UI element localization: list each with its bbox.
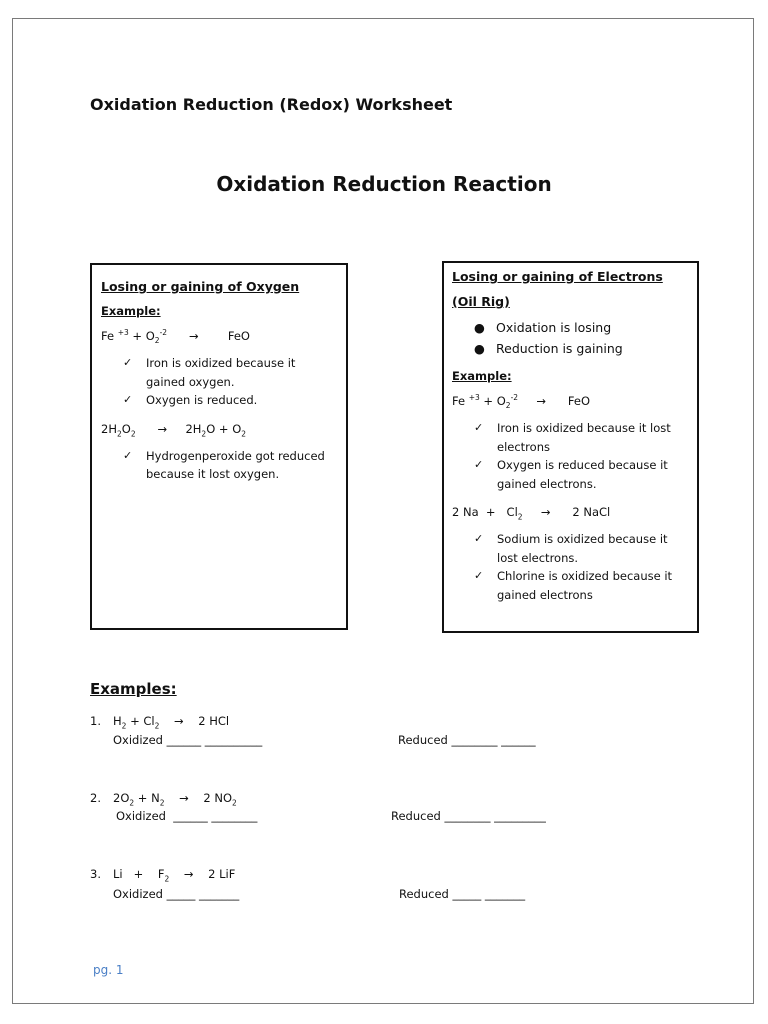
question-2-reduced-blank[interactable]: Reduced ________ _________ [391, 809, 546, 823]
question-1-number: 1. [90, 714, 101, 728]
list-item: ● Reduction is gaining [474, 338, 689, 359]
electrons-definition-box [442, 261, 699, 633]
question-2-equation: $2O_2 + N_2$ → 2 $NO_2$ [113, 791, 237, 808]
question-3-oxidized-blank[interactable]: Oxidized _____ _______ [113, 887, 240, 901]
bullet-icon: ● [474, 320, 485, 335]
examples-heading: Examples: [90, 680, 177, 698]
oxygen-example-label: Example: [101, 304, 161, 318]
main-title: Oxidation Reduction Reaction [216, 172, 552, 196]
check-icon: ✓ [474, 458, 484, 472]
question-2-number: 2. [90, 791, 101, 805]
oxygen-bullets-1 [101, 354, 338, 410]
oil-rig-label: (Oil Rig) [452, 294, 510, 309]
question-3-equation: Li + $F_2$ → 2 LiF [113, 867, 236, 884]
oxygen-bullets-2 [101, 447, 338, 484]
electrons-box-title: Losing or gaining of Electrons [452, 269, 663, 284]
question-2-oxidized-blank[interactable]: Oxidized ______ ________ [116, 809, 258, 823]
check-item: ✓ Oxygen is reduced. [123, 391, 338, 410]
check-item: ✓ Sodium is oxidized because it lost electrons. [474, 532, 668, 565]
question-3-reduced-blank[interactable]: Reduced _____ _______ [399, 887, 526, 901]
check-icon: ✓ [474, 532, 484, 546]
oil-rig-list [452, 317, 689, 359]
oxygen-box-title: Losing or gaining of Oxygen [101, 279, 300, 294]
electrons-bullets-1 [452, 419, 689, 493]
oxygen-equation-2: $2H_2O_2$ → $2H_2O + O_2$ [101, 421, 247, 438]
electrons-equation-1: Fe $^{+3} + O_2^{-2}$ → FeO [452, 393, 591, 411]
electrons-bullets-2 [452, 530, 689, 604]
check-item: ✓ Iron is oxidized because it gained oxygen. [123, 356, 296, 389]
check-icon: ✓ [474, 421, 484, 435]
worksheet-header: Oxidation Reduction (Redox) Worksheet [90, 95, 453, 114]
question-1-reduced-blank[interactable]: Reduced ________ ______ [398, 733, 536, 747]
question-3-number: 3. [90, 867, 101, 881]
bullet-icon: ● [474, 341, 485, 356]
check-item: ✓ Iron is oxidized because it lost electrons [474, 421, 671, 454]
oxygen-definition-box [90, 263, 348, 630]
electrons-example-label: Example: [452, 369, 512, 383]
check-item: ✓ Oxygen is reduced because it gained electrons. [474, 458, 668, 491]
check-icon: ✓ [123, 448, 133, 462]
page-number: pg. 1 [93, 963, 124, 977]
electrons-equation-2: 2 $Na + Cl_2$ → 2 NaCl [452, 505, 611, 522]
question-1-equation: $H_2 + Cl_2$ → 2 HCl [113, 714, 230, 731]
check-icon: ✓ [123, 356, 133, 370]
check-item: ✓ Hydrogenperoxide got reduced because it lost oxygen. [123, 448, 325, 482]
question-1-oxidized-blank[interactable]: Oxidized ______ __________ [113, 733, 263, 747]
check-icon: ✓ [123, 393, 133, 407]
list-item: ● Oxidation is losing [474, 317, 689, 338]
check-item: ✓ Chlorine is oxidized because it gained electrons [474, 569, 673, 602]
oxygen-equation-1: Fe $^{+3} + O_2^{-2}$ → FeO [101, 328, 250, 346]
check-icon: ✓ [474, 569, 484, 583]
